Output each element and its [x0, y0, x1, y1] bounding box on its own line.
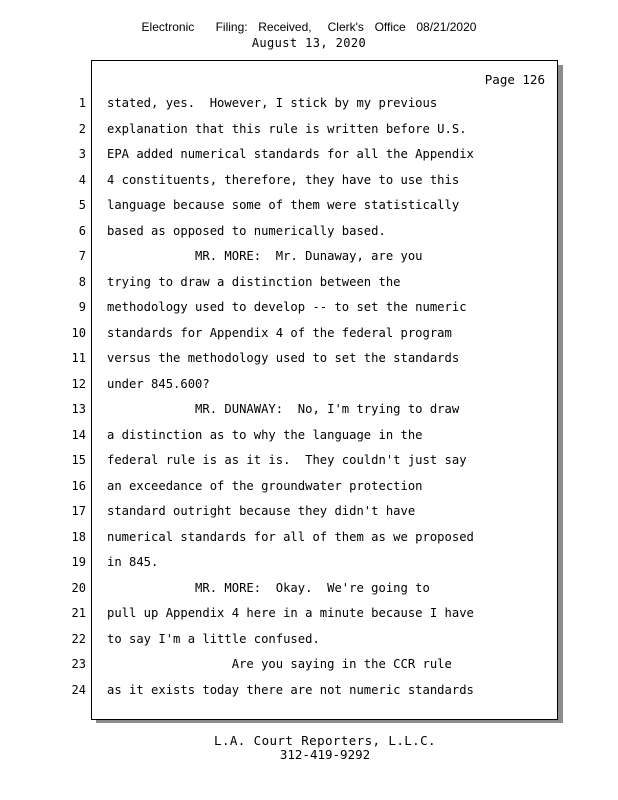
line-number: 9: [78, 300, 86, 314]
line-number: 3: [78, 147, 86, 161]
line-number: 20: [71, 580, 86, 595]
transcript-line: EPA added numerical standards for all the Appendix: [107, 147, 474, 161]
line-number: 4: [78, 172, 86, 187]
line-number: 2: [78, 121, 86, 136]
transcript-line: MR. DUNAWAY: No, I'm trying to draw: [107, 402, 460, 416]
transcript-line: federal rule is as it is. They couldn't just say: [107, 453, 467, 467]
line-number: 23: [71, 657, 86, 671]
line-number: 15: [71, 453, 86, 467]
transcript-line: standards for Appendix 4 of the federal program: [107, 325, 452, 340]
transcript-line: methodology used to develop -- to set the numeric: [107, 300, 467, 314]
line-number: 1: [78, 96, 86, 110]
filing-stamp: Electronic Filing: Received, Clerk's Office 08/21/2020: [141, 20, 477, 34]
transcript-text: [107, 95, 474, 707]
transcript-line: Are you saying in the CCR rule: [107, 657, 452, 671]
transcript-line: 4 constituents, therefore, they have to use this: [107, 172, 460, 187]
line-number: 10: [71, 325, 86, 340]
line-number: 21: [71, 606, 86, 620]
line-number: 17: [71, 504, 86, 518]
line-number: 14: [71, 427, 86, 442]
line-number: 8: [78, 274, 86, 289]
transcript-line: explanation that this rule is written before U.S.: [107, 121, 467, 136]
line-number: 18: [71, 529, 86, 544]
transcript-line: to say I'm a little confused.: [107, 631, 320, 646]
page-number: Page 126: [484, 72, 545, 87]
court-reporter-phone: 312-419-9292: [279, 747, 371, 762]
line-number: 13: [71, 402, 86, 416]
transcript-line: trying to draw a distinction between the: [107, 274, 401, 289]
transcript-line: MR. MORE: Mr. Dunaway, are you: [107, 249, 423, 263]
line-number: 7: [78, 249, 86, 263]
transcript-line: based as opposed to numerically based.: [107, 223, 386, 238]
transcript-line: versus the methodology used to set the standards: [107, 351, 460, 365]
line-number: 6: [78, 223, 86, 238]
line-number: 11: [71, 351, 86, 365]
transcript-line: standard outright because they didn't have: [107, 504, 416, 518]
transcript-line: numerical standards for all of them as we proposed: [107, 529, 474, 544]
transcript-line: as it exists today there are not numeric standards: [107, 682, 474, 697]
line-number: 19: [71, 555, 86, 569]
hearing-date: August 13, 2020: [251, 36, 367, 50]
transcript-line: a distinction as to why the language in the: [107, 427, 423, 442]
transcript-line: under 845.600?: [107, 376, 210, 391]
line-number: 16: [71, 478, 86, 493]
transcript-line: MR. MORE: Okay. We're going to: [107, 580, 430, 595]
transcript-line: language because some of them were statistically: [107, 198, 460, 212]
transcript-line: pull up Appendix 4 here in a minute because I have: [107, 606, 474, 620]
line-number: 12: [71, 376, 86, 391]
line-number: 22: [71, 631, 86, 646]
transcript-line: stated, yes. However, I stick by my previous: [107, 96, 438, 110]
transcript-line: an exceedance of the groundwater protection: [107, 478, 423, 493]
line-number: 5: [78, 198, 86, 212]
court-reporter-name: L.A. Court Reporters, L.L.C.: [214, 733, 436, 748]
transcript-line: in 845.: [107, 555, 159, 569]
line-number-column: [60, 95, 86, 707]
line-number: 24: [71, 682, 86, 697]
